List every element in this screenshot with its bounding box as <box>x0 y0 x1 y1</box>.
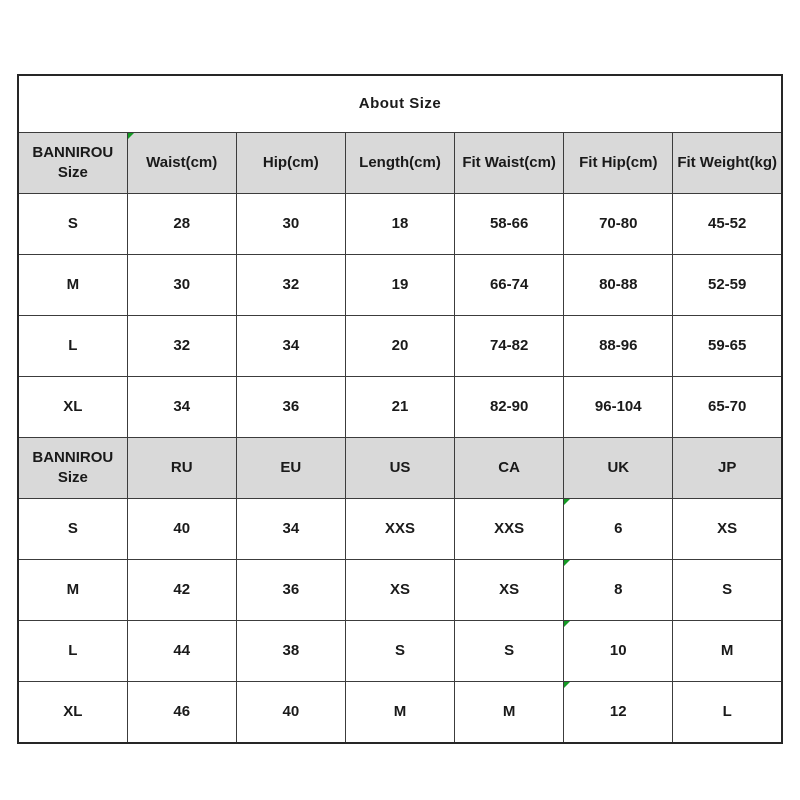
cell-uk-value: 8 <box>614 580 623 598</box>
header-row-measurements <box>18 133 782 194</box>
table-row-measurements-s <box>18 194 782 255</box>
cell-ca: S <box>455 621 564 682</box>
cell-ca: M <box>455 682 564 744</box>
cell-eu: 36 <box>236 560 345 621</box>
cell-eu: 40 <box>236 682 345 744</box>
cell-jp: L <box>673 682 782 744</box>
cell-fit-weight: 59-65 <box>673 316 782 377</box>
cell-us: M <box>345 682 454 744</box>
size-label: XL <box>18 682 127 744</box>
size-label: L <box>18 316 127 377</box>
cell-fit-weight: 65-70 <box>673 377 782 438</box>
table-row-measurements-xl <box>18 377 782 438</box>
cell-hip: 32 <box>236 255 345 316</box>
col-header-length: Length(cm) <box>345 133 454 194</box>
cell-hip: 34 <box>236 316 345 377</box>
cell-uk <box>564 621 673 682</box>
cell-waist: 28 <box>127 194 236 255</box>
col-header-hip: Hip(cm) <box>236 133 345 194</box>
cell-ru: 40 <box>127 499 236 560</box>
title-row <box>18 75 782 133</box>
brand-size-header: BANNIROU Size <box>18 133 127 194</box>
cell-uk-value: 10 <box>609 641 627 659</box>
cell-hip: 30 <box>236 194 345 255</box>
col-header-fit-waist: Fit Waist(cm) <box>455 133 564 194</box>
table-row-international-s <box>18 499 782 560</box>
cell-jp: M <box>673 621 782 682</box>
table-row-international-xl <box>18 682 782 744</box>
table-row-measurements-l <box>18 316 782 377</box>
cell-waist: 30 <box>127 255 236 316</box>
page-title: About Size <box>18 75 782 133</box>
table-row-measurements-m <box>18 255 782 316</box>
size-label: M <box>18 560 127 621</box>
size-label: S <box>18 194 127 255</box>
excel-error-indicator-icon <box>564 560 570 566</box>
brand-size-header: BANNIROU Size <box>18 438 127 499</box>
size-label: XL <box>18 377 127 438</box>
cell-fit-waist: 66-74 <box>455 255 564 316</box>
cell-uk <box>564 560 673 621</box>
cell-fit-hip: 88-96 <box>564 316 673 377</box>
cell-fit-waist: 82-90 <box>455 377 564 438</box>
size-label: S <box>18 499 127 560</box>
cell-eu: 34 <box>236 499 345 560</box>
cell-fit-hip: 96-104 <box>564 377 673 438</box>
cell-ru: 42 <box>127 560 236 621</box>
cell-waist: 34 <box>127 377 236 438</box>
cell-hip: 36 <box>236 377 345 438</box>
cell-fit-waist: 58-66 <box>455 194 564 255</box>
cell-length: 20 <box>345 316 454 377</box>
excel-error-indicator-icon <box>128 133 134 139</box>
col-header-fit-hip: Fit Hip(cm) <box>564 133 673 194</box>
cell-us: S <box>345 621 454 682</box>
cell-uk <box>564 499 673 560</box>
excel-error-indicator-icon <box>564 682 570 688</box>
cell-uk <box>564 682 673 744</box>
cell-length: 21 <box>345 377 454 438</box>
cell-eu: 38 <box>236 621 345 682</box>
cell-waist: 32 <box>127 316 236 377</box>
size-label: M <box>18 255 127 316</box>
cell-fit-waist: 74-82 <box>455 316 564 377</box>
size-label: L <box>18 621 127 682</box>
col-header-ru: RU <box>127 438 236 499</box>
col-header-eu: EU <box>236 438 345 499</box>
col-header-ca: CA <box>455 438 564 499</box>
cell-ca: XS <box>455 560 564 621</box>
excel-error-indicator-icon <box>564 621 570 627</box>
col-header-waist <box>127 133 236 194</box>
cell-jp: S <box>673 560 782 621</box>
cell-length: 18 <box>345 194 454 255</box>
cell-ru: 46 <box>127 682 236 744</box>
col-header-jp: JP <box>673 438 782 499</box>
cell-us: XS <box>345 560 454 621</box>
cell-us: XXS <box>345 499 454 560</box>
header-row-international <box>18 438 782 499</box>
cell-length: 19 <box>345 255 454 316</box>
col-header-fit-weight: Fit Weight(kg) <box>673 133 782 194</box>
table-row-international-m <box>18 560 782 621</box>
cell-ca: XXS <box>455 499 564 560</box>
excel-error-indicator-icon <box>564 499 570 505</box>
cell-fit-hip: 70-80 <box>564 194 673 255</box>
cell-fit-weight: 52-59 <box>673 255 782 316</box>
cell-fit-weight: 45-52 <box>673 194 782 255</box>
cell-uk-value: 6 <box>614 519 623 537</box>
col-header-uk: UK <box>564 438 673 499</box>
cell-uk-value: 12 <box>609 702 627 720</box>
col-header-waist-label: Waist(cm) <box>146 153 218 171</box>
table-row-international-l <box>18 621 782 682</box>
cell-jp: XS <box>673 499 782 560</box>
cell-fit-hip: 80-88 <box>564 255 673 316</box>
size-chart-table <box>17 74 783 744</box>
cell-ru: 44 <box>127 621 236 682</box>
col-header-us: US <box>345 438 454 499</box>
